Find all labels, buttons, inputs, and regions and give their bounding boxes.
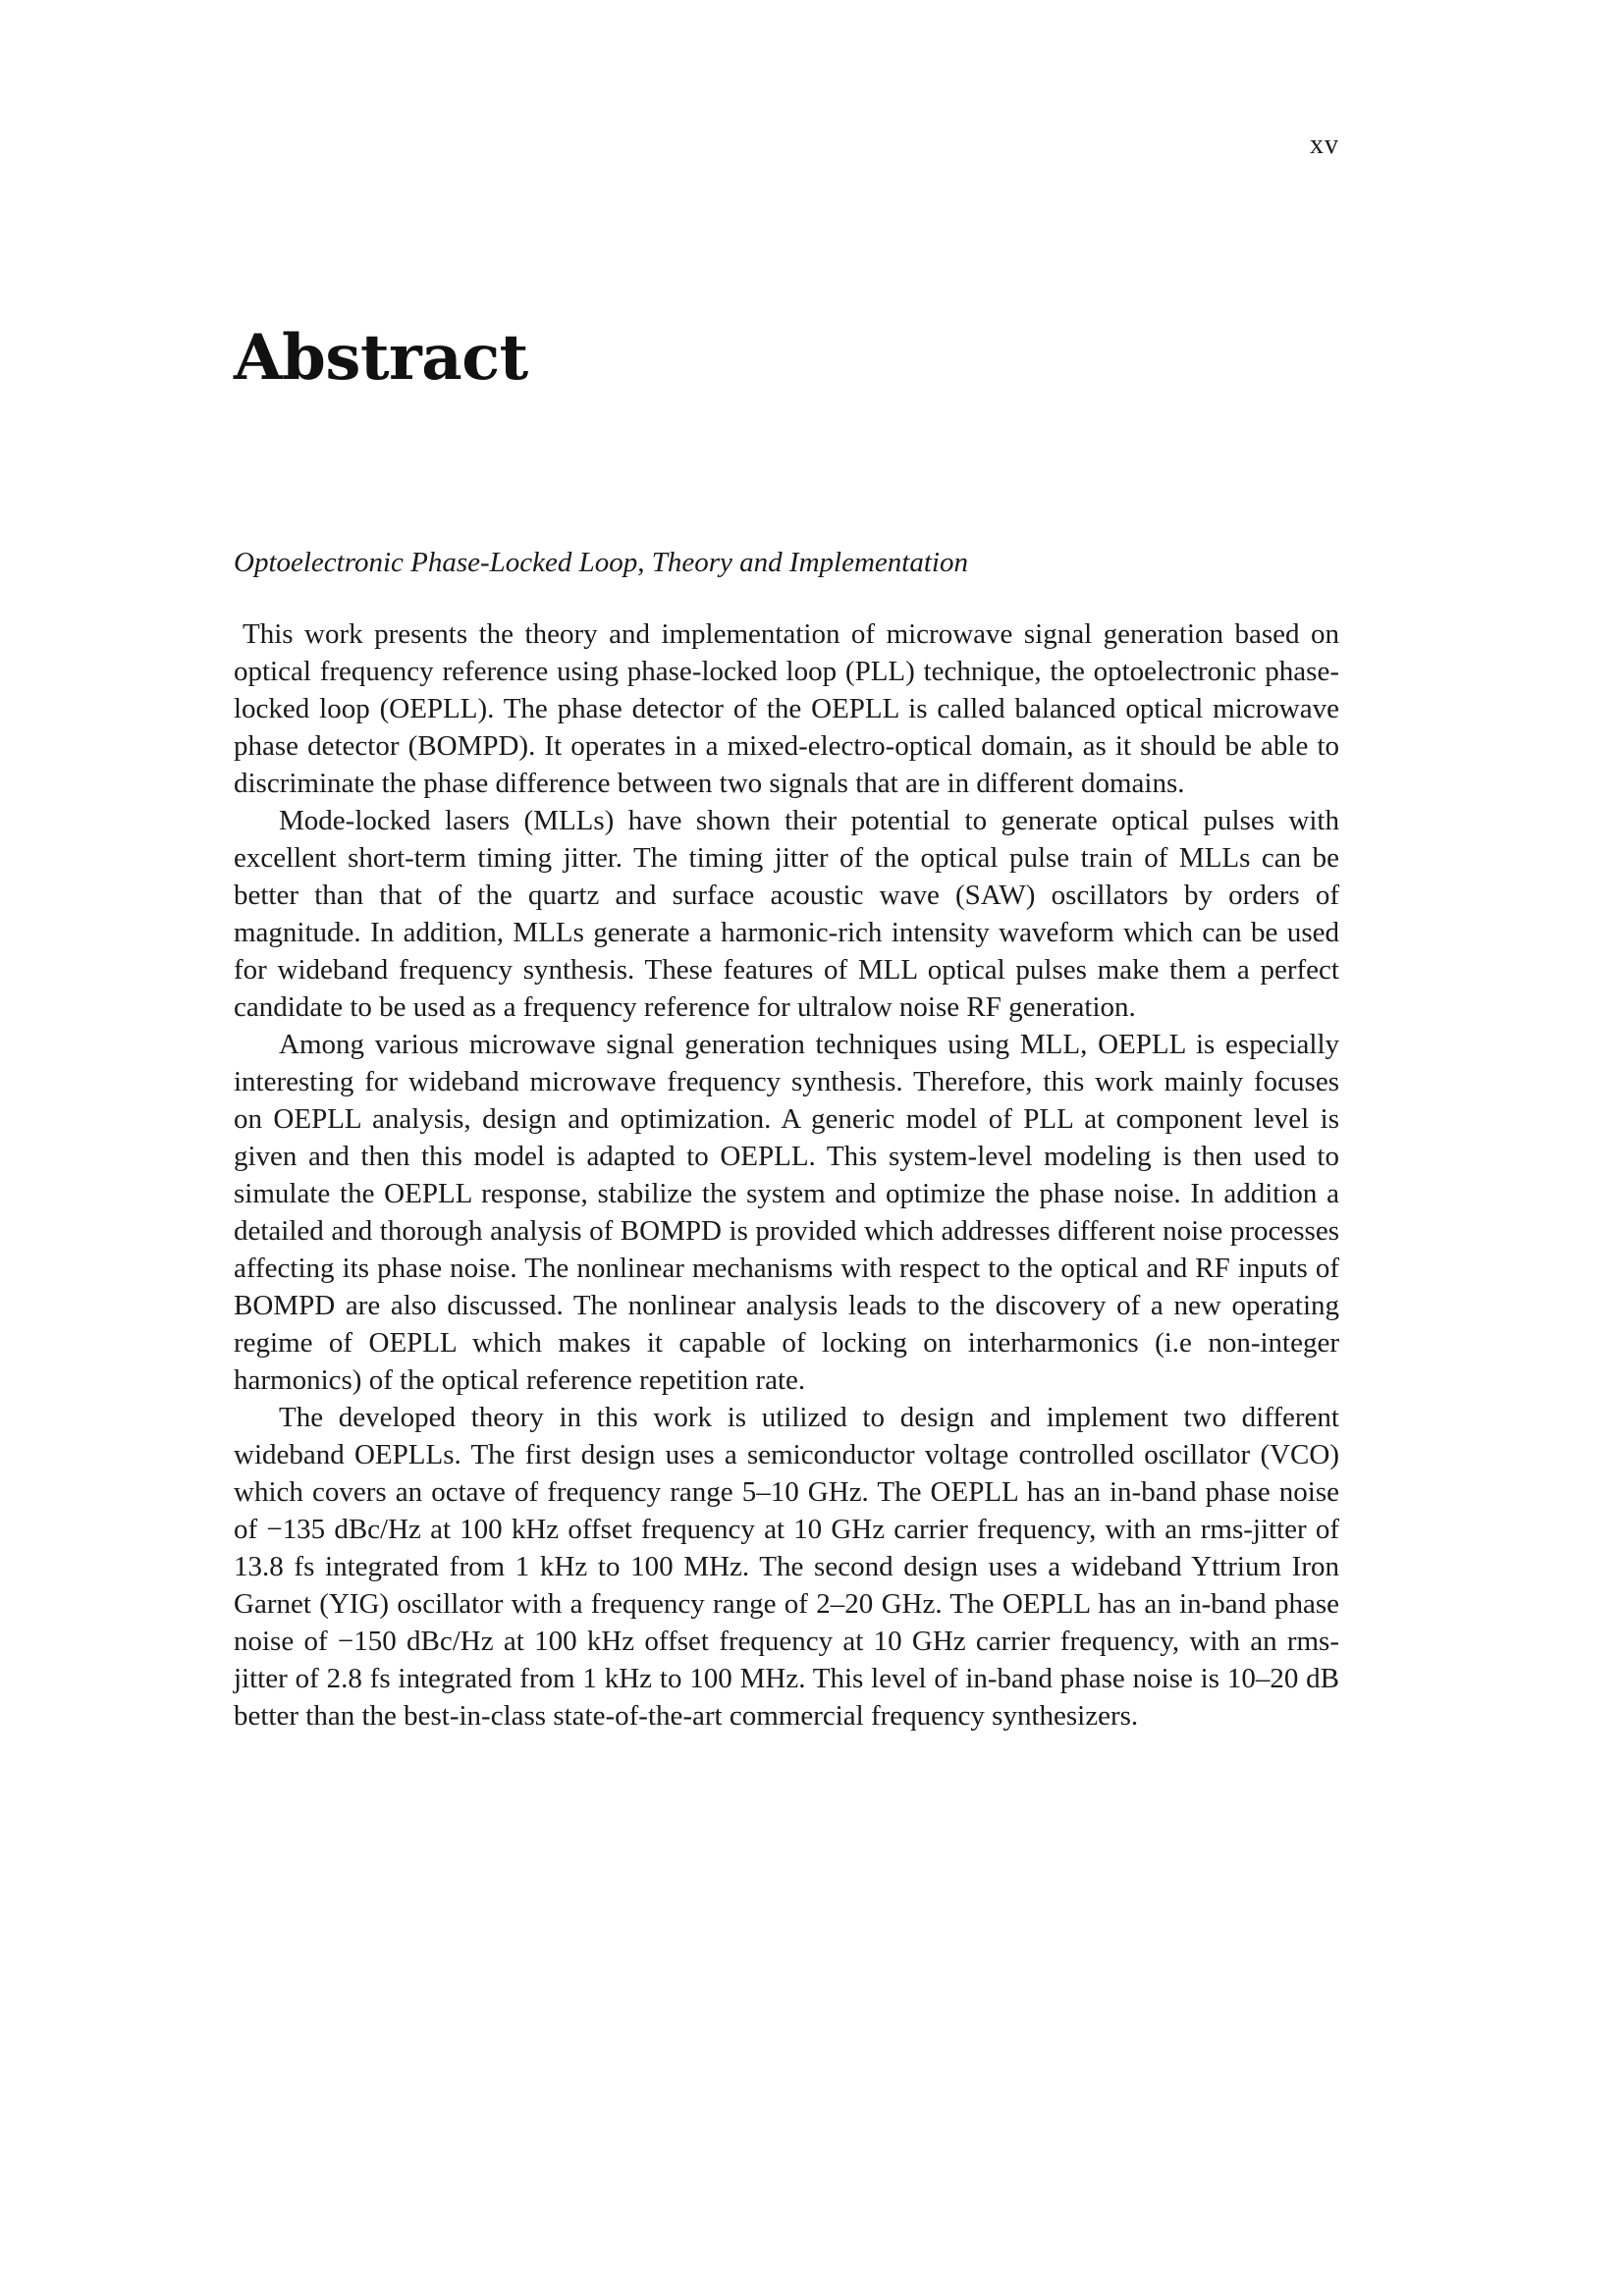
- page-number: xv: [1310, 130, 1339, 160]
- thesis-title: Optoelectronic Phase-Locked Loop, Theory and Implementation: [234, 547, 968, 578]
- abstract-paragraph: Among various microwave signal generation techniques using MLL, OEPLL is especially interesting for wideband microwave frequency synthesis. Therefore, this work mainly focuses on OEPLL analysis, design and optimization. A generic model of PLL at component level is given and then this model is adapted to OEPLL. This system-level modeling is then used to simulate the OEPLL response, stabilize the system and optimize the phase noise. In addition a detailed and thorough analysis of BOMPD is provided which addresses different noise processes affecting its phase noise. The nonlinear mechanisms with respect to the optical and RF inputs of BOMPD are also discussed. The nonlinear analysis leads to the discovery of a new operating regime of OEPLL which makes it capable of locking on interharmonics (i.e non-integer harmonics) of the optical reference repetition rate.: [234, 1029, 1339, 1396]
- abstract-body: [234, 615, 1339, 1735]
- abstract-paragraph: This work presents the theory and implementation of microwave signal generation based on optical frequency reference using phase-locked loop (PLL) technique, the optoelectronic phase-locked loop (OEPLL). The phase detector of the OEPLL is called balanced optical microwave phase detector (BOMPD). It operates in a mixed-electro-optical domain, as it should be able to discriminate the phase difference between two signals that are in different domains.: [234, 618, 1339, 799]
- chapter-title: Abstract: [234, 321, 528, 395]
- abstract-paragraph: Mode-locked lasers (MLLs) have shown their potential to generate optical pulses with excellent short-term timing jitter. The timing jitter of the optical pulse train of MLLs can be better than that of the quartz and surface acoustic wave (SAW) oscillators by orders of magnitude. In addition, MLLs generate a harmonic-rich intensity waveform which can be used for wideband frequency synthesis. These features of MLL optical pulses make them a perfect candidate to be used as a frequency reference for ultralow noise RF generation.: [234, 805, 1339, 1023]
- abstract-paragraph: The developed theory in this work is utilized to design and implement two different wideband OEPLLs. The first design uses a semiconductor voltage controlled oscillator (VCO) which covers an octave of frequency range 5–10 GHz. The OEPLL has an in-band phase noise of −135 dBc/Hz at 100 kHz offset frequency at 10 GHz carrier frequency, with an rms-jitter of 13.8 fs integrated from 1 kHz to 100 MHz. The second design uses a wideband Yttrium Iron Garnet (YIG) oscillator with a frequency range of 2–20 GHz. The OEPLL has an in-band phase noise of −150 dBc/Hz at 100 kHz offset frequency at 10 GHz carrier frequency, with an rms-jitter of 2.8 fs integrated from 1 kHz to 100 MHz. This level of in-band phase noise is 10–20 dB better than the best-in-class state-of-the-art commercial frequency synthesizers.: [234, 1402, 1339, 1732]
